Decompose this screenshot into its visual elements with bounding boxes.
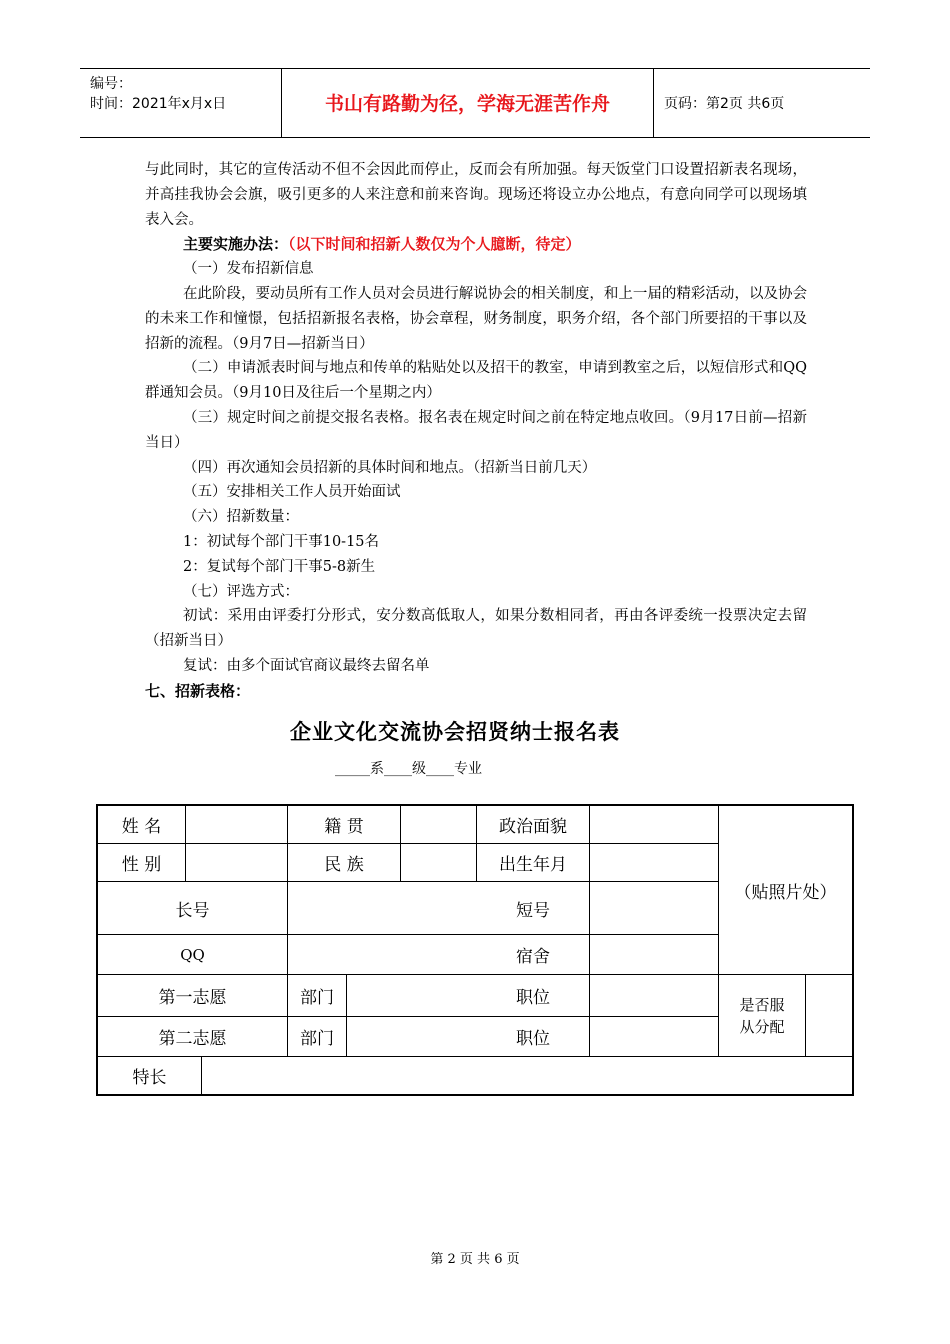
label-birth: 出生年月 — [499, 855, 567, 875]
header-info-cell — [80, 69, 282, 137]
label-name: 姓 名 — [121, 817, 162, 837]
step-6-b: 2：复试每个部门干事5-8新生 — [183, 558, 376, 575]
input-ethnicity[interactable] — [401, 844, 476, 881]
form-subtitle: _____系____级____专业 — [335, 761, 482, 777]
label-ethnicity: 民 族 — [324, 855, 364, 875]
time-label: 时间：2021年x月x日 — [90, 96, 227, 112]
page-header — [80, 68, 870, 138]
input-qq[interactable] — [288, 935, 477, 974]
step-7-b: 复试：由多个面试官商议最终去留名单 — [183, 657, 430, 674]
label-dept-2: 部门 — [300, 1029, 334, 1049]
label-dorm: 宿舍 — [516, 947, 550, 967]
input-dept-1[interactable] — [347, 975, 477, 1016]
input-obey-assignment[interactable] — [806, 975, 852, 1056]
step-6: （六）招新数量： — [183, 509, 299, 526]
label-political: 政治面貌 — [499, 817, 567, 837]
step-1: （一）发布招新信息 — [183, 261, 314, 278]
step-4: （四）再次通知会员招新的具体时间和地点。（招新当日前几天） — [183, 459, 597, 476]
label-choice-1: 第一志愿 — [158, 988, 227, 1008]
label-dept-1: 部门 — [300, 988, 334, 1008]
label-specialty: 特长 — [132, 1068, 167, 1088]
photo-placeholder: （贴照片处） — [734, 882, 837, 903]
label-gender: 性 别 — [121, 855, 162, 875]
label-qq: QQ — [180, 945, 205, 964]
method-label: 主要实施办法： — [183, 235, 289, 254]
header-motto: 书山有路勤为径，学海无涯苦作舟 — [282, 69, 654, 137]
input-political[interactable] — [590, 806, 718, 843]
label-origin: 籍 贯 — [324, 817, 364, 837]
label-position-1: 职位 — [516, 988, 550, 1008]
step-2: （二）申请派表时间与地点和传单的粘贴处以及招干的教室，申请到教室之后，以短信形式和QQ群通知会员。（9月10日及往后一个星期之内） — [145, 360, 807, 402]
input-name[interactable] — [186, 806, 287, 843]
method-heading — [145, 232, 807, 257]
page-footer: 第 2 页 共 6 页 — [430, 1252, 520, 1267]
input-specialty[interactable] — [202, 1057, 852, 1094]
form-title: 企业文化交流协会招贤纳士报名表 — [290, 720, 620, 744]
label-long-number: 长号 — [175, 900, 210, 921]
input-dept-2[interactable] — [347, 1017, 477, 1056]
number-label: 编号： — [90, 76, 132, 92]
input-short-number[interactable] — [590, 882, 718, 934]
document-body — [145, 158, 807, 704]
input-birth[interactable] — [590, 844, 718, 881]
label-short-number: 短号 — [516, 900, 550, 921]
label-obey-assignment: 是否服从分配 — [739, 995, 785, 1036]
step-3: （三）规定时间之前提交报名表格。报名表在规定时间之前在特定地点收回。（9月17日前—招新当日） — [145, 409, 807, 451]
registration-form — [96, 804, 854, 1096]
input-gender[interactable] — [186, 844, 287, 881]
step-1-detail: 在此阶段，要动员所有工作人员对会员进行解说协会的相关制度，和上一届的精彩活动，以及协会的未来工作和憧憬，包括招新报名表格，协会章程，财务制度，职务介绍，各个部门所要招的干事以及招新的流程。（9月7日—招新当日） — [145, 285, 807, 352]
input-position-1[interactable] — [590, 975, 718, 1016]
header-page-label: 页码：第2页 共6页 — [664, 96, 785, 112]
step-7-a: 初试：采用由评委打分形式，安分数高低取人，如果分数相同者，再由各评委统一投票决定去留（招新当日） — [145, 608, 807, 650]
section-7-heading: 七、招新表格： — [145, 681, 251, 700]
input-position-2[interactable] — [590, 1017, 718, 1056]
step-7: （七）评选方式： — [183, 583, 299, 600]
input-dorm[interactable] — [590, 935, 718, 974]
step-6-a: 1：初试每个部门干事10-15名 — [183, 533, 380, 550]
label-position-2: 职位 — [516, 1029, 550, 1049]
input-origin[interactable] — [401, 806, 476, 843]
label-choice-2: 第二志愿 — [158, 1029, 227, 1049]
step-5: （五）安排相关工作人员开始面试 — [183, 484, 401, 501]
paragraph-intro: 与此同时，其它的宣传活动不但不会因此而停止，反而会有所加强。每天饭堂门口设置招新表名现场，并高挂我协会会旗，吸引更多的人来注意和前来咨询。现场还将设立办公地点，有意向同学可以现场填表入会。 — [145, 162, 807, 228]
method-note: （以下时间和招新人数仅为个人臆断，待定） — [288, 235, 581, 254]
